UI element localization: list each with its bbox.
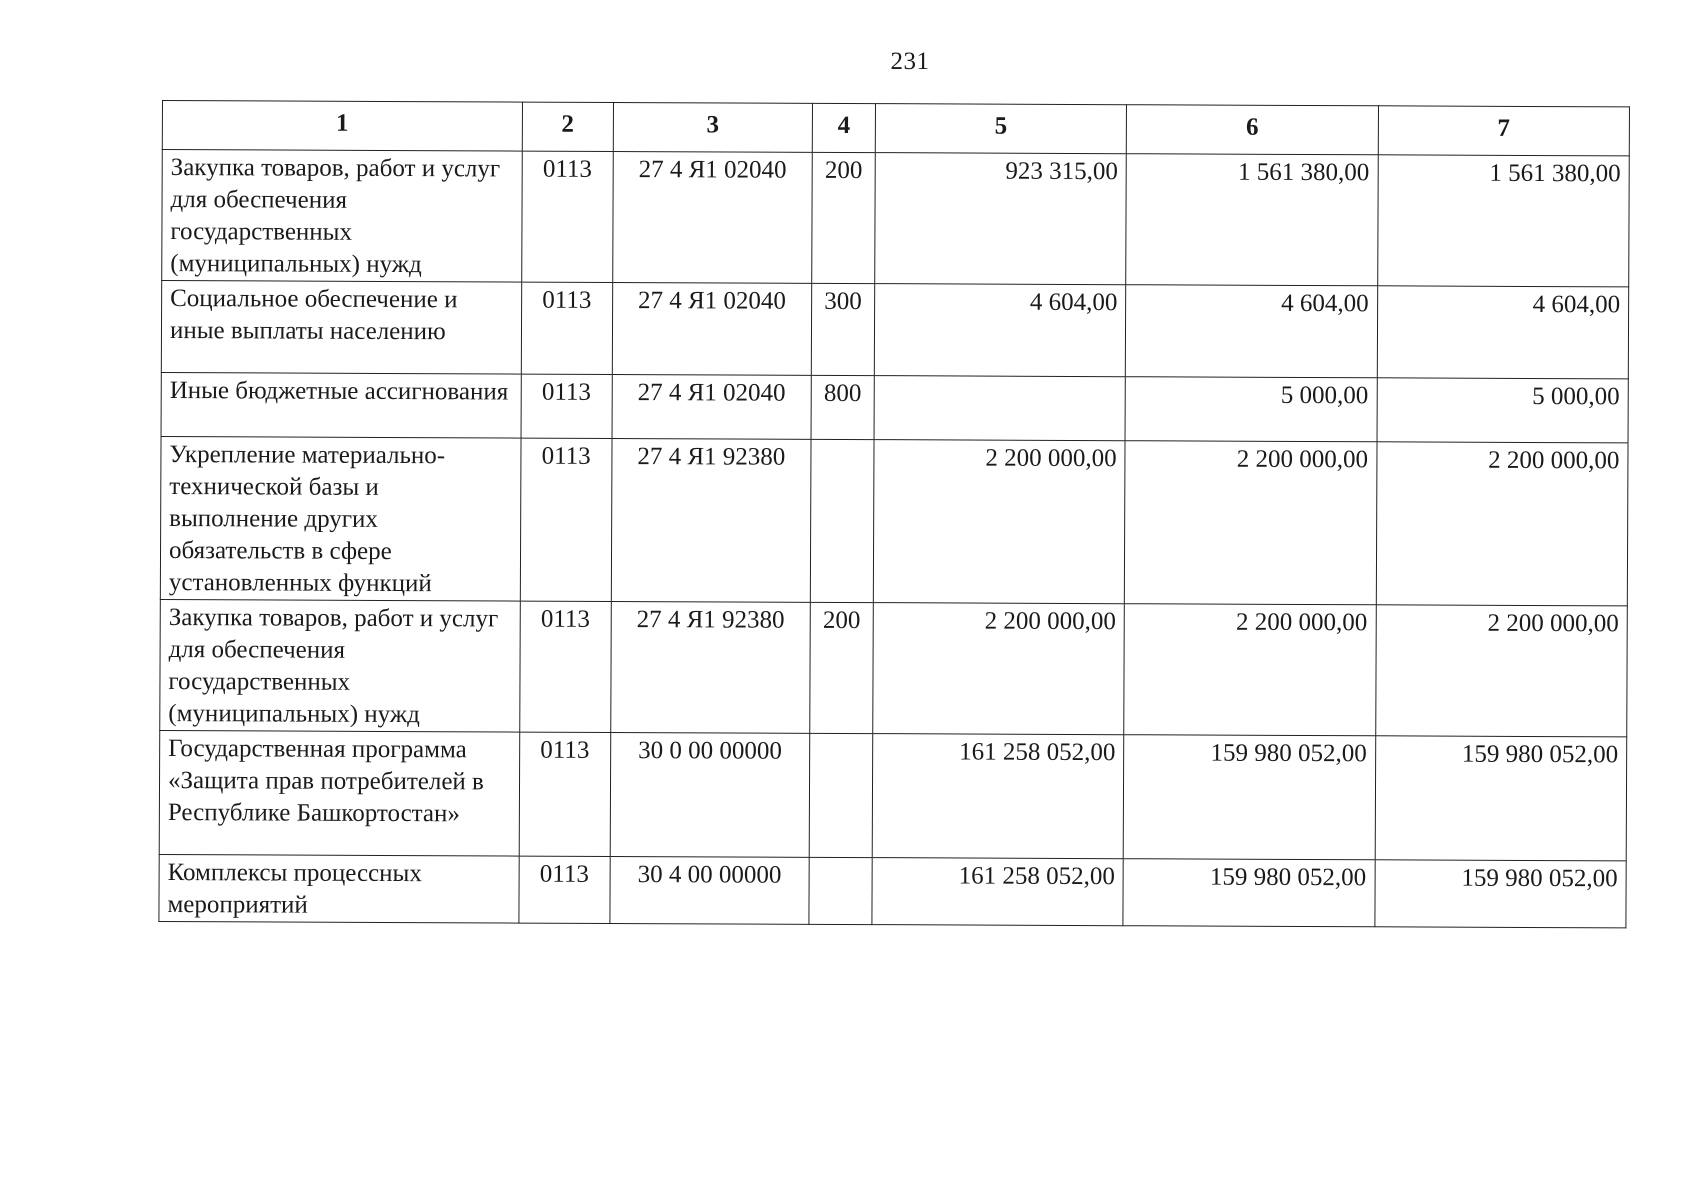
row-target-code: 27 4 Я1 02040 xyxy=(612,151,812,283)
row-name: Закупка товаров, работ и услуг для обеспечения государственных (муниципальных) нужд xyxy=(162,150,522,283)
row-kind-code: 300 xyxy=(811,283,874,375)
row-value-col7: 2 200 000,00 xyxy=(1375,605,1627,737)
row-value-col7: 159 980 052,00 xyxy=(1374,860,1626,928)
row-name: Укрепление материально-технической базы и выполнение других обязательств в сфере установленных функций xyxy=(160,436,520,601)
row-value-col5: 4 604,00 xyxy=(874,284,1126,377)
table-row xyxy=(160,599,1628,736)
page-number: 231 xyxy=(890,48,930,75)
row-kind-code: 200 xyxy=(810,602,873,733)
row-value-col5: 2 200 000,00 xyxy=(873,603,1125,735)
column-header-1: 1 xyxy=(162,101,522,152)
budget-table xyxy=(158,100,1630,928)
row-value-col5: 161 258 052,00 xyxy=(872,734,1124,859)
row-section-code: 0113 xyxy=(519,601,611,732)
row-kind-code: 200 xyxy=(812,152,875,283)
row-section-code: 0113 xyxy=(521,282,612,374)
column-header-6: 6 xyxy=(1127,105,1379,155)
row-value-col7: 1 561 380,00 xyxy=(1377,155,1629,287)
row-section-code: 0113 xyxy=(519,856,610,923)
row-target-code: 27 4 Я1 02040 xyxy=(612,282,812,375)
column-header-4: 4 xyxy=(812,103,875,152)
table-row xyxy=(161,281,1628,379)
column-header-2: 2 xyxy=(522,102,613,151)
row-value-col5: 161 258 052,00 xyxy=(872,858,1124,926)
row-target-code: 30 4 00 00000 xyxy=(610,856,810,924)
table-row xyxy=(162,150,1630,287)
row-section-code: 0113 xyxy=(521,374,612,438)
row-value-col7: 5 000,00 xyxy=(1377,378,1629,443)
row-section-code: 0113 xyxy=(521,151,613,282)
row-kind-code xyxy=(810,439,874,602)
row-kind-code xyxy=(809,733,872,857)
row-target-code: 27 4 Я1 92380 xyxy=(611,438,811,602)
row-kind-code xyxy=(809,857,872,924)
row-section-code: 0113 xyxy=(519,732,611,856)
table-header-row xyxy=(162,101,1629,156)
budget-table-container xyxy=(158,100,1630,928)
row-section-code: 0113 xyxy=(520,438,612,601)
row-value-col7: 2 200 000,00 xyxy=(1376,442,1628,606)
row-name: Комплексы процессных мероприятий xyxy=(159,854,519,923)
row-value-col5 xyxy=(874,376,1126,441)
table-row xyxy=(161,372,1628,442)
table-row xyxy=(159,854,1626,927)
table-row xyxy=(160,436,1628,605)
row-target-code: 30 0 00 00000 xyxy=(610,732,810,857)
row-value-col6: 159 980 052,00 xyxy=(1123,859,1375,927)
row-name: Закупка товаров, работ и услуг для обеспечения государственных (муниципальных) нужд xyxy=(160,599,520,732)
table-row xyxy=(159,730,1627,860)
row-name: Государственная программа «Защита прав потребителей в Республике Башкортостан» xyxy=(159,730,519,856)
row-name: Иные бюджетные ассигнования xyxy=(161,372,521,438)
column-header-7: 7 xyxy=(1378,106,1630,156)
row-target-code: 27 4 Я1 02040 xyxy=(612,374,812,439)
row-value-col6: 159 980 052,00 xyxy=(1123,735,1375,860)
row-value-col6: 1 561 380,00 xyxy=(1126,154,1378,286)
column-header-3: 3 xyxy=(613,102,813,152)
row-value-col6: 4 604,00 xyxy=(1126,285,1378,378)
row-value-col7: 4 604,00 xyxy=(1377,286,1629,379)
row-name: Социальное обеспечение и иные выплаты населению xyxy=(161,281,521,375)
row-kind-code: 800 xyxy=(811,375,874,439)
column-header-5: 5 xyxy=(875,104,1127,154)
row-value-col6: 5 000,00 xyxy=(1125,377,1377,442)
row-value-col5: 2 200 000,00 xyxy=(873,440,1125,604)
row-target-code: 27 4 Я1 92380 xyxy=(610,601,810,733)
row-value-col6: 2 200 000,00 xyxy=(1125,441,1377,605)
row-value-col7: 159 980 052,00 xyxy=(1375,736,1627,861)
row-value-col5: 923 315,00 xyxy=(875,153,1127,285)
row-value-col6: 2 200 000,00 xyxy=(1124,604,1376,736)
